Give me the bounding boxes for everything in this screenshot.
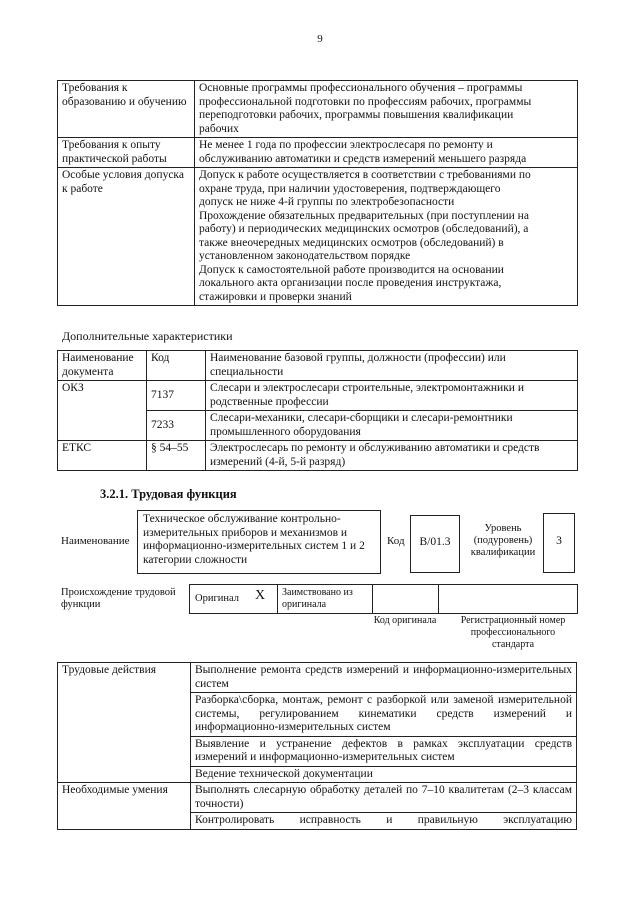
table-row <box>58 783 577 813</box>
skills-label: Необходимые умения <box>58 783 191 830</box>
row-label: Особые условия допуска к работе <box>58 168 195 306</box>
name-cell: Слесари-механики, слесари-сборщики и слесари-ремонтники промышленного оборудования <box>206 411 578 441</box>
code-cell: 7137 <box>147 381 206 411</box>
table-row <box>58 663 577 693</box>
text-line: охране труда, при наличии удостоверения, подтверждающего <box>199 182 501 195</box>
actions-table <box>57 662 577 830</box>
text-line: стажировки и проверки знаний <box>199 290 352 303</box>
name-cell: Слесари и электрослесари строительные, электромонтажники и родственные профессии <box>206 381 578 411</box>
header-document: Наименование документа <box>58 351 147 381</box>
action-item: Выполнение ремонта средств измерений и информационно-измерительных систем <box>191 663 577 693</box>
name-value: Техническое обслуживание контрольно-измерительных приборов и механизмов и информационно-измерительных систем 1 и 2 категории сложности <box>143 513 365 566</box>
level-label: Уровень (подуровень) квалификации <box>470 523 536 558</box>
reg-number-caption: Регистрационный номер профессионального стандарта <box>460 615 566 650</box>
level-value: 3 <box>556 535 562 547</box>
code-cell: § 54–55 <box>147 441 206 471</box>
code-cell: 7233 <box>147 411 206 441</box>
skill-item: Выполнять слесарную обработку деталей по 7–10 квалитетам (2–3 классам точности) <box>191 783 577 813</box>
text-line: Допуск к самостоятельной работе производится на основании <box>199 263 504 276</box>
table-row <box>58 81 578 138</box>
divider <box>372 585 373 613</box>
requirements-table <box>57 80 578 306</box>
page-number: 9 <box>317 33 323 45</box>
original-label: Оригинал <box>195 593 239 604</box>
doc-cell: ОКЗ <box>58 381 147 441</box>
divider <box>438 585 439 613</box>
row-value <box>195 138 578 168</box>
action-item: Ведение технической документации <box>191 766 577 783</box>
header-name: Наименование базовой группы, должности (профессии) или специальности <box>206 351 578 381</box>
text-line: рабочих <box>199 122 239 135</box>
code-value: B/01.3 <box>419 536 451 548</box>
code-box <box>410 515 460 573</box>
action-item: Выявление и устранение дефектов в рамках эксплуатации средств измерений и информационно-измерительных систем <box>191 736 577 766</box>
name-cell: Электрослесарь по ремонту и обслуживанию автоматики и средств измерений (4-й, 5-й разряд) <box>206 441 578 471</box>
origin-row <box>189 584 578 614</box>
table-row <box>58 441 578 471</box>
action-item: Разборка\сборка, монтаж, ремонт с разборкой или заменой измерительной системы, регулированием кинематики средств измерений и информационно-измерительных систем <box>191 693 577 737</box>
skill-item: Контролировать исправность и правильную эксплуатацию <box>191 813 577 830</box>
table-header-row <box>58 351 578 381</box>
actions-label: Трудовые действия <box>58 663 191 783</box>
text-line: локального акта организации после проведения инструктажа, <box>199 277 502 289</box>
divider <box>277 585 278 613</box>
text-line: Не менее 1 года по профессии электрослесаря по ремонту и <box>199 139 493 151</box>
text-line: допуск не ниже 4-й группы по электробезопасности <box>199 196 455 208</box>
header-code: Код <box>147 351 206 381</box>
additional-table <box>57 350 578 471</box>
text-line: обслуживанию автоматики и средств измерений меньшего разряда <box>199 152 527 165</box>
table-row <box>58 138 578 168</box>
text-line: установленном законодательством порядке <box>199 250 411 262</box>
original-mark: X <box>255 588 266 603</box>
row-label: Требования к образованию и обучению <box>58 81 195 138</box>
text-line: Прохождение обязательных предварительных (при поступлении на <box>199 209 529 222</box>
text-line: работу) и периодических медицинских осмотров (обследований), а <box>199 223 529 235</box>
text-line: переподготовки рабочих, программы повышения квалификации <box>199 109 514 121</box>
name-box <box>137 510 381 574</box>
table-row <box>58 381 578 411</box>
row-value <box>195 168 578 306</box>
row-label: Требования к опыту практической работы <box>58 138 195 168</box>
text-line: Основные программы профессионального обучения – программы <box>199 82 523 94</box>
code-original-caption: Код оригинала <box>373 615 437 626</box>
text-line: профессиональной подготовки по профессиям рабочих, программы <box>199 95 532 108</box>
section-heading: 3.2.1. Трудовая функция <box>100 487 237 501</box>
table-row <box>58 168 578 306</box>
origin-label: Происхождение трудовой функции <box>61 587 176 610</box>
borrowed-label: Заимствовано из оригинала <box>282 587 353 610</box>
code-label: Код <box>387 535 405 547</box>
level-box <box>543 513 575 573</box>
text-line: Допуск к работе осуществляется в соответствии с требованиями по <box>199 169 531 181</box>
doc-cell: ЕТКС <box>58 441 147 471</box>
text-line: также внеочередных медицинских осмотров (обследований) в <box>199 236 504 249</box>
name-label: Наименование <box>61 535 130 547</box>
additional-title: Дополнительные характеристики <box>62 329 233 343</box>
row-value <box>195 81 578 138</box>
